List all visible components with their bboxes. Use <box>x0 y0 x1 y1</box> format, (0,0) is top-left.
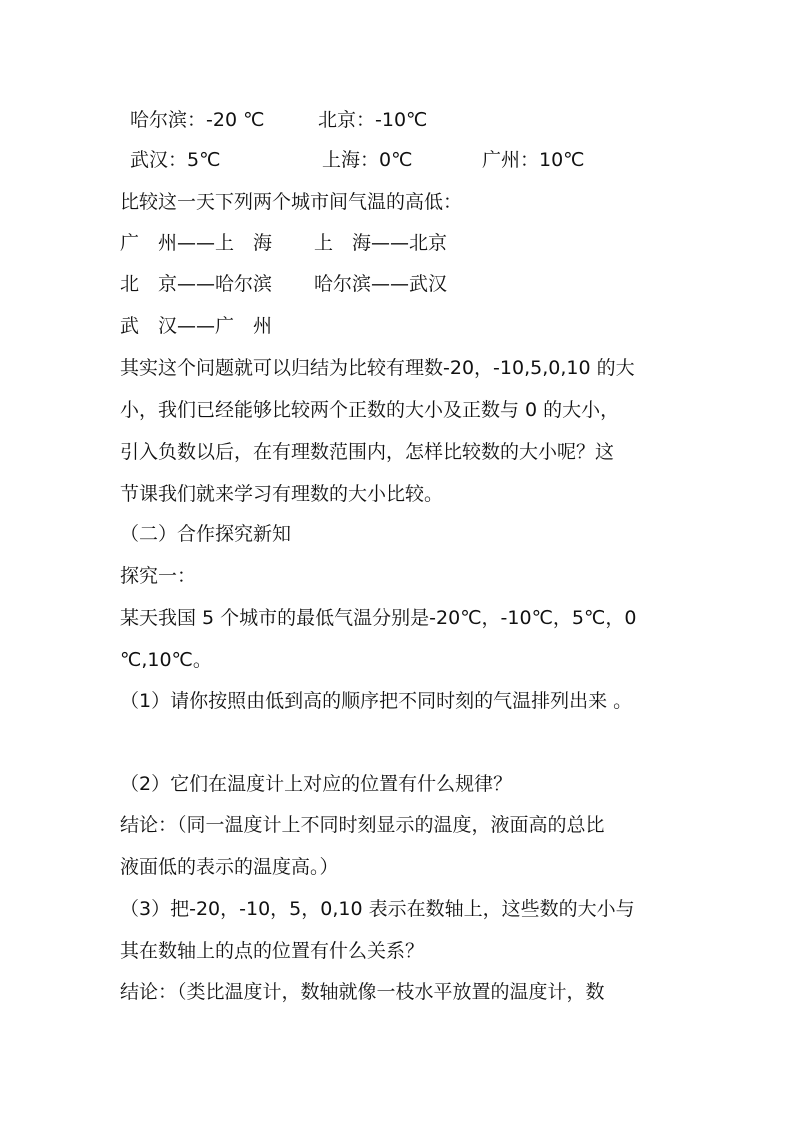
pair-harbin-wuhan: 哈尔滨——武汉 <box>314 273 448 295</box>
pair-shanghai-beijing: 上 海——北京 <box>314 232 448 254</box>
question-3-line-2: 其在数轴上的点的位置有什么关系？ <box>120 940 425 962</box>
conclusion-1-line-2: 液面低的表示的温度高。） <box>120 856 339 878</box>
question-3-line-1: （3）把-20，-10，5，0,10 表示在数轴上，这些数的大小与 <box>120 898 635 920</box>
compare-intro: 比较这一天下列两个城市间气温的高低： <box>120 191 463 213</box>
paragraph-1-line-3: 引入负数以后，在有理数范围内，怎样比较数的大小呢？这 <box>120 441 615 463</box>
pair-guangzhou-shanghai: 广 州——上 海 <box>120 232 273 254</box>
paragraph-1-line-2: 小，我们已经能够比较两个正数的大小及正数与 0 的大小， <box>120 399 620 421</box>
paragraph-2-line-2: ℃,10℃。 <box>120 649 212 671</box>
paragraph-2-line-1: 某天我国 5 个城市的最低气温分别是-20℃，-10℃，5℃，0 <box>120 607 637 629</box>
section-heading: （二）合作探究新知 <box>120 523 292 545</box>
shanghai-temperature: 上海：0℃ <box>322 149 413 171</box>
wuhan-temperature: 武汉：5℃ <box>130 149 221 171</box>
conclusion-1-line-1: 结论：（同一温度计上不同时刻显示的温度，液面高的总比 <box>120 814 605 836</box>
paragraph-1-line-4: 节课我们就来学习有理数的大小比较。 <box>120 483 444 505</box>
beijing-temperature: 北京：-10℃ <box>318 109 428 131</box>
guangzhou-temperature: 广州：10℃ <box>482 149 585 171</box>
paragraph-1-line-1: 其实这个问题就可以归结为比较有理数-20，-10,5,0,10 的大 <box>120 357 635 379</box>
explore-label: 探究一： <box>120 565 197 587</box>
pair-wuhan-guangzhou: 武 汉——广 州 <box>120 315 273 337</box>
conclusion-2: 结论：（类比温度计，数轴就像一枝水平放置的温度计，数 <box>120 981 605 1003</box>
harbin-temperature: 哈尔滨：-20 ℃ <box>130 109 265 131</box>
pair-beijing-harbin: 北 京——哈尔滨 <box>120 273 273 295</box>
question-2: （2）它们在温度计上对应的位置有什么规律？ <box>120 773 513 795</box>
question-1: （1）请你按照由低到高的顺序把不同时刻的气温排列出来 。 <box>120 690 633 712</box>
